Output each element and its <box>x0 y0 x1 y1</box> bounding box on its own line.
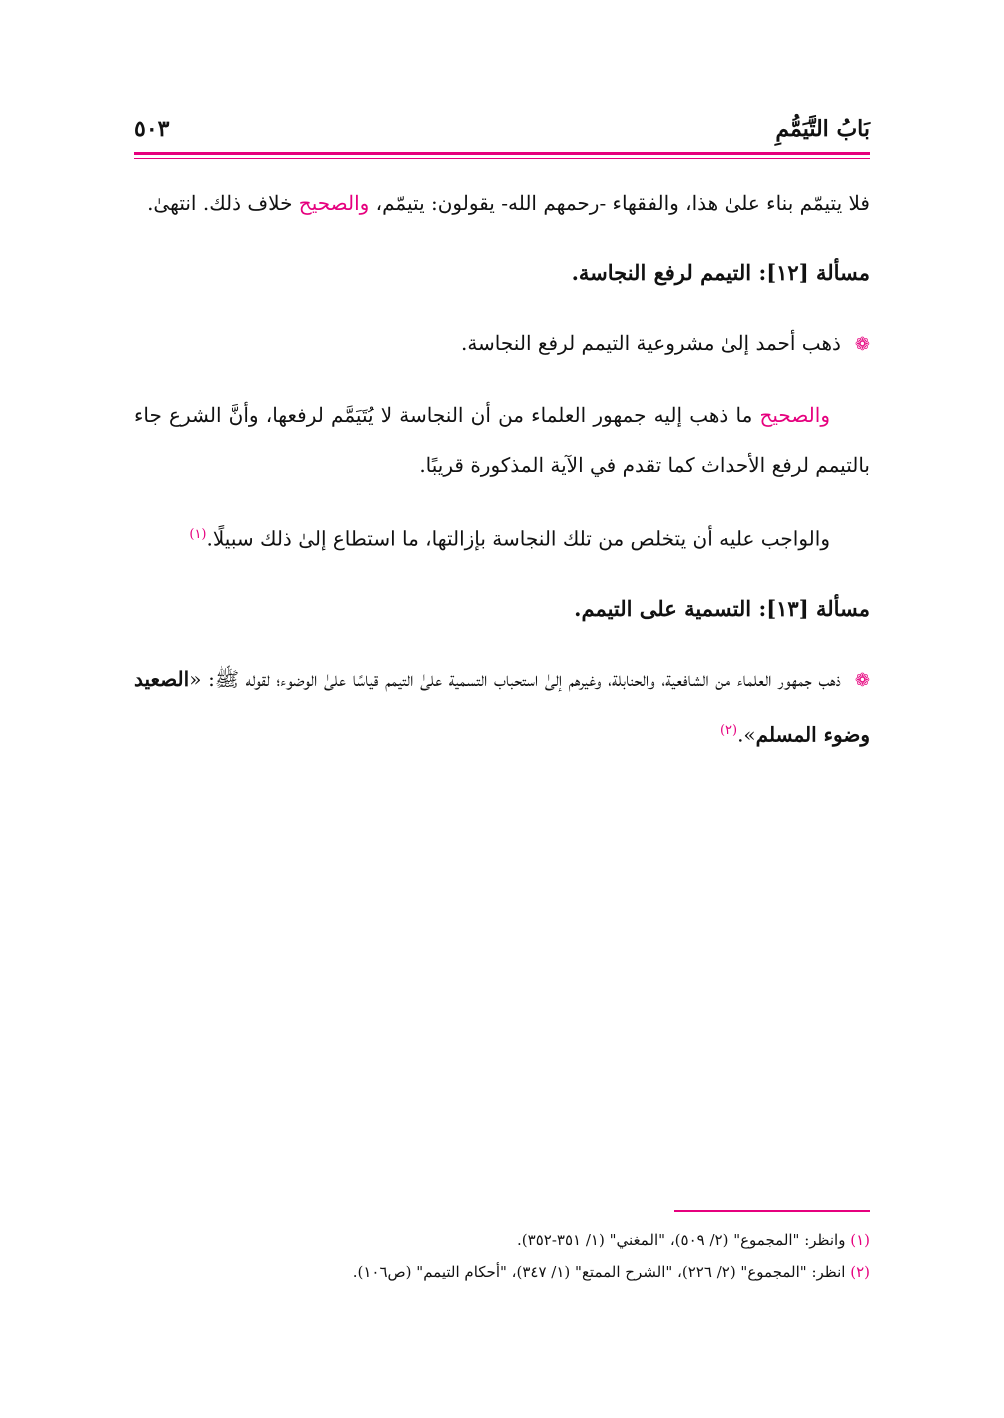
para5-text-b: ». <box>737 722 756 747</box>
footnote-ref-1[interactable]: (١) <box>189 527 207 542</box>
paragraph-5 <box>134 654 870 760</box>
header-rule-thin <box>134 158 870 159</box>
flower-marker-icon: ❁ <box>854 334 870 355</box>
footnote-text: وانظر: "المجموع" (٢/ ٥٠٩)، "المغني" (١/ ٣٥١-٣٥٢). <box>517 1231 851 1249</box>
heading-issue-13: مسألة [١٣]: التسمية على التيمم. <box>574 595 870 621</box>
paragraph-1 <box>134 178 870 228</box>
page-number: ٥٠٣ <box>134 116 170 142</box>
para3-text: ما ذهب إليه جمهور العلماء من أن النجاسة لا يُتَيَمَّم لرفعها، وأنَّ الشرع جاء بالتيمم لرفع الأحداث كما تقدم في الآية المذكورة قريبًا. <box>134 403 870 477</box>
footnote-number: (٢) <box>850 1263 870 1281</box>
footnote-text: انظر: "المجموع" (٢/ ٢٢٦)، "الشرح الممتع" (١/ ٣٤٧)، "أحكام التيمم" (ص١٠٦). <box>352 1263 851 1281</box>
hadith-quote: الصعيد وضوء المسلم <box>134 666 870 747</box>
para1-highlight: والصحيح <box>298 191 370 215</box>
paragraph-2 <box>134 318 870 370</box>
footnote-rule <box>674 1210 870 1212</box>
page-header <box>134 112 870 152</box>
para5-text-a: ذهب جمهور العلماء من الشافعية، والحنابلة، وغيرهم إلىٰ استحباب التسمية علىٰ التيمم قياسًا علىٰ الوضوء؛ لقوله ﷺ: « <box>189 666 841 691</box>
footnote-2 <box>134 1256 870 1288</box>
flower-marker-icon: ❁ <box>854 669 870 691</box>
para3-highlight: والصحيح <box>759 403 830 427</box>
heading-issue-12: مسألة [١٢]: التيمم لرفع النجاسة. <box>571 260 870 285</box>
paragraph-3 <box>134 390 870 490</box>
body-text <box>134 178 870 779</box>
para1-text-b: خلاف ذلك. انتهىٰ. <box>147 191 299 215</box>
header-rule-thick <box>134 152 870 155</box>
footnotes <box>134 1224 870 1288</box>
footnote-1 <box>134 1224 870 1256</box>
footnote-ref-2[interactable]: (٢) <box>719 722 738 738</box>
para1-text-a: فلا يتيمّم بناء علىٰ هذا، والفقهاء -رحمهم الله- يقولون: يتيمّم، <box>369 191 870 215</box>
chapter-title: بَابُ التَّيَمُّمِ <box>775 116 870 142</box>
paragraph-4 <box>134 510 870 564</box>
footnote-number: (١) <box>850 1231 870 1249</box>
para2-text: ذهب أحمد إلىٰ مشروعية التيمم لرفع النجاسة. <box>460 331 841 355</box>
para4-text: والواجب عليه أن يتخلص من تلك النجاسة بإزالتها، ما استطاع إلىٰ ذلك سبيلًا. <box>206 526 830 551</box>
